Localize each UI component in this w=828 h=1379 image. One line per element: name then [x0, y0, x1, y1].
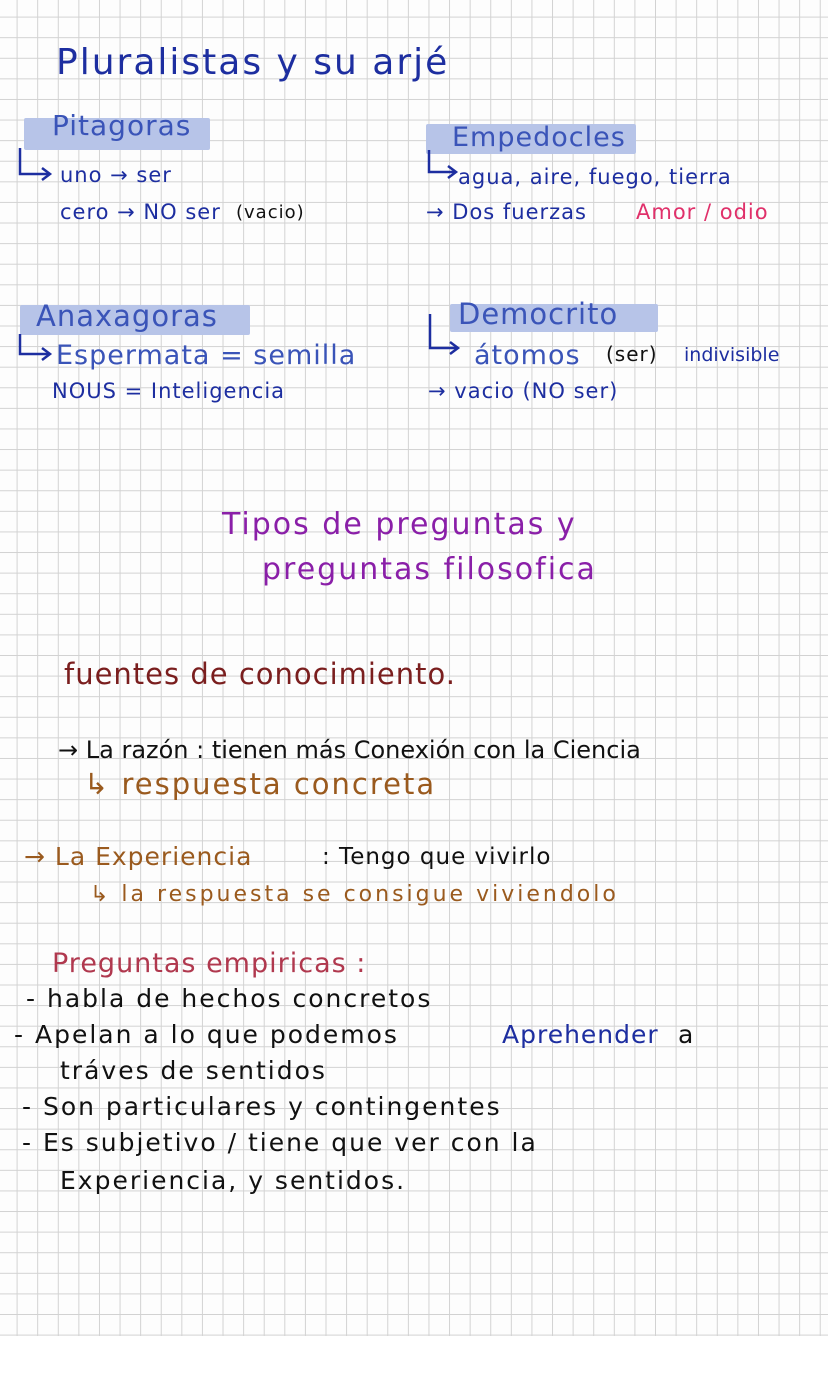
pitagoras-vacio: (vacio) [236, 202, 305, 223]
pitagoras-line-2: cero → NO ser [60, 200, 221, 224]
corner-arrow-icon [14, 332, 54, 368]
empiricas-item-2b: tráves de sentidos [60, 1056, 327, 1085]
democrito-line-2: → vacio (NO ser) [428, 379, 619, 403]
heading-anaxagoras: Anaxagoras [36, 299, 218, 333]
experiencia-sub: ↳ la respuesta se consigue viviendolo [90, 882, 619, 907]
razon-line: → La razón : tienen más Conexión con la Ciencia [58, 736, 641, 764]
section-title-line-1: Tipos de preguntas y [222, 507, 577, 542]
heading-pitagoras: Pitagoras [52, 109, 192, 142]
pitagoras-line-1: uno → ser [60, 163, 172, 187]
democrito-indivisible: indivisible [684, 344, 780, 366]
empiricas-a: a [678, 1020, 696, 1049]
empedocles-fuerzas: Amor / odio [636, 200, 769, 224]
anaxagoras-line-1: Espermata = semilla [56, 340, 357, 371]
empiricas-item-2: - Apelan a lo que podemos [14, 1020, 399, 1049]
empiricas-item-4b: Experiencia, y sentidos. [60, 1166, 407, 1195]
experiencia-rest: : Tengo que vivirlo [322, 844, 552, 870]
heading-democrito: Democrito [458, 297, 619, 331]
page-title: Pluralistas y su arjé [56, 42, 450, 83]
razon-sub: ↳ respuesta concreta [84, 767, 437, 801]
section-title-line-2: preguntas filosofica [262, 552, 597, 587]
democrito-ser: (ser) [606, 342, 658, 366]
anaxagoras-line-2: NOUS = Inteligencia [52, 379, 286, 403]
empiricas-heading: Preguntas empiricas : [52, 948, 367, 979]
experiencia-label: → La Experiencia [24, 842, 253, 871]
corner-arrow-icon [14, 146, 54, 186]
corner-arrow-icon [424, 312, 464, 360]
corner-arrow-icon [424, 148, 460, 184]
empedocles-line-1: agua, aire, fuego, tierra [458, 165, 732, 189]
democrito-atomos: átomos [474, 340, 581, 371]
empedocles-line-2: → Dos fuerzas [426, 200, 587, 224]
subtitle-fuentes: fuentes de conocimiento. [64, 657, 456, 691]
empiricas-item-3: - Son particulares y contingentes [22, 1092, 502, 1121]
empiricas-aprehender: Aprehender [502, 1020, 659, 1049]
empiricas-item-4: - Es subjetivo / tiene que ver con la [22, 1128, 538, 1157]
empiricas-item-1: - habla de hechos concretos [26, 984, 433, 1013]
heading-empedocles: Empedocles [452, 122, 626, 153]
